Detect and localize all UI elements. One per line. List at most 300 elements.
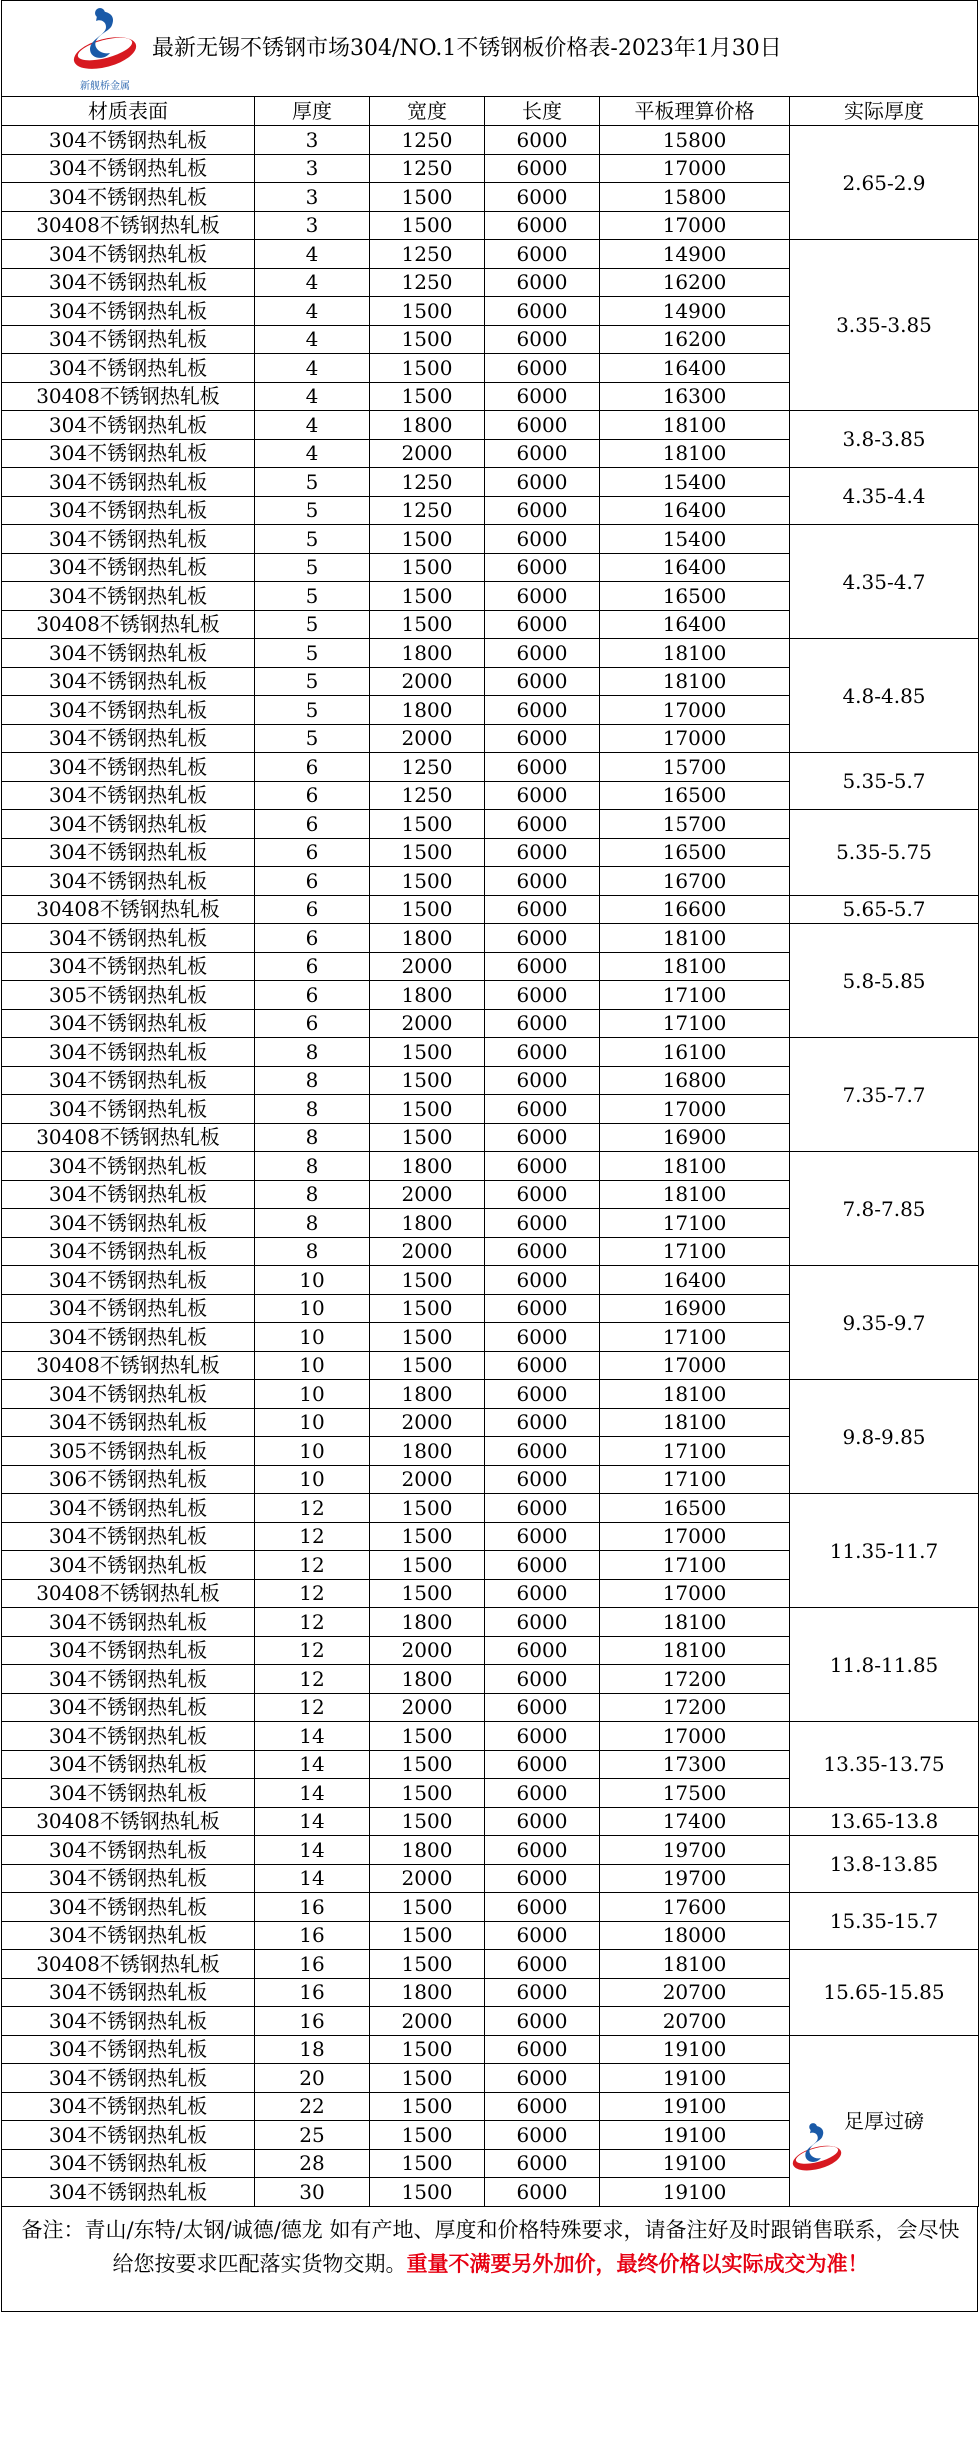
- cell-material: 304不锈钢热轧板: [2, 867, 255, 896]
- header: [1, 0, 978, 96]
- cell-thickness: 12: [255, 1579, 370, 1608]
- cell-thickness: 12: [255, 1551, 370, 1580]
- cell-width: 1800: [370, 981, 485, 1010]
- cell-length: 6000: [485, 1494, 600, 1523]
- col-header-material: 材质表面: [2, 97, 255, 126]
- cell-length: 6000: [485, 838, 600, 867]
- cell-length: 6000: [485, 1779, 600, 1808]
- cell-material: 304不锈钢热轧板: [2, 525, 255, 554]
- cell-thickness: 8: [255, 1038, 370, 1067]
- cell-price: 19100: [600, 2064, 790, 2093]
- cell-width: 1500: [370, 1579, 485, 1608]
- cell-price: 16500: [600, 781, 790, 810]
- col-header-actual-thickness: 实际厚度: [790, 97, 979, 126]
- cell-material: 304不锈钢热轧板: [2, 2178, 255, 2207]
- cell-actual-thickness: 11.8-11.85: [790, 1608, 979, 1722]
- cell-width: 1250: [370, 268, 485, 297]
- cell-thickness: 5: [255, 496, 370, 525]
- cell-width: 2000: [370, 1009, 485, 1038]
- cell-material: 304不锈钢热轧板: [2, 1836, 255, 1865]
- table-row: [2, 924, 979, 953]
- cell-thickness: 5: [255, 468, 370, 497]
- cell-width: 1500: [370, 1123, 485, 1152]
- cell-price: 15700: [600, 810, 790, 839]
- cell-length: 6000: [485, 1009, 600, 1038]
- cell-material: 304不锈钢热轧板: [2, 781, 255, 810]
- cell-width: 1500: [370, 582, 485, 611]
- cell-actual-thickness: 3.35-3.85: [790, 240, 979, 411]
- cell-price: 19100: [600, 2178, 790, 2207]
- cell-material: 304不锈钢热轧板: [2, 496, 255, 525]
- cell-thickness: 10: [255, 1351, 370, 1380]
- cell-thickness: 8: [255, 1152, 370, 1181]
- cell-length: 6000: [485, 810, 600, 839]
- cell-material: 304不锈钢热轧板: [2, 1636, 255, 1665]
- cell-actual-thickness: 5.35-5.75: [790, 810, 979, 896]
- cell-price: 16400: [600, 610, 790, 639]
- cell-price: 17100: [600, 981, 790, 1010]
- cell-price: 18100: [600, 1380, 790, 1409]
- cell-thickness: 12: [255, 1608, 370, 1637]
- cell-length: 6000: [485, 1836, 600, 1865]
- cell-material: 304不锈钢热轧板: [2, 1665, 255, 1694]
- cell-thickness: 14: [255, 1807, 370, 1836]
- table-row: [2, 2035, 979, 2064]
- cell-thickness: 6: [255, 952, 370, 981]
- cell-width: 1800: [370, 924, 485, 953]
- cell-material: 304不锈钢热轧板: [2, 411, 255, 440]
- cell-price: 18100: [600, 667, 790, 696]
- cell-material: 304不锈钢热轧板: [2, 1266, 255, 1295]
- cell-price: 16300: [600, 382, 790, 411]
- cell-width: 1500: [370, 1351, 485, 1380]
- cell-material: 304不锈钢热轧板: [2, 468, 255, 497]
- cell-actual-thickness: 7.8-7.85: [790, 1152, 979, 1266]
- cell-material: 305不锈钢热轧板: [2, 1437, 255, 1466]
- cell-price: 17100: [600, 1209, 790, 1238]
- col-header-length: 长度: [485, 97, 600, 126]
- cell-width: 1500: [370, 610, 485, 639]
- cell-price: 18000: [600, 1921, 790, 1950]
- cell-length: 6000: [485, 1237, 600, 1266]
- cell-length: 6000: [485, 639, 600, 668]
- table-body: [2, 126, 979, 2207]
- cell-price: 17000: [600, 1579, 790, 1608]
- cell-material: 304不锈钢热轧板: [2, 297, 255, 326]
- cell-material: 30408不锈钢热轧板: [2, 1950, 255, 1979]
- cell-length: 6000: [485, 1978, 600, 2007]
- cell-thickness: 10: [255, 1437, 370, 1466]
- cell-width: 1500: [370, 2178, 485, 2207]
- table-row: [2, 895, 979, 924]
- cell-price: 17000: [600, 1722, 790, 1751]
- cell-thickness: 6: [255, 1009, 370, 1038]
- cell-width: 1500: [370, 1294, 485, 1323]
- cell-width: 2000: [370, 1864, 485, 1893]
- cell-width: 2000: [370, 667, 485, 696]
- cell-actual-thickness: 9.35-9.7: [790, 1266, 979, 1380]
- cell-width: 2000: [370, 2007, 485, 2036]
- cell-thickness: 14: [255, 1750, 370, 1779]
- cell-material: 304不锈钢热轧板: [2, 1608, 255, 1637]
- cell-price: 18100: [600, 1950, 790, 1979]
- cell-price: 18100: [600, 924, 790, 953]
- cell-width: 1500: [370, 2064, 485, 2093]
- cell-width: 1800: [370, 696, 485, 725]
- cell-thickness: 8: [255, 1237, 370, 1266]
- cell-thickness: 6: [255, 753, 370, 782]
- cell-length: 6000: [485, 610, 600, 639]
- cell-price: 18100: [600, 439, 790, 468]
- cell-length: 6000: [485, 867, 600, 896]
- cell-width: 1500: [370, 297, 485, 326]
- cell-width: 1800: [370, 411, 485, 440]
- cell-thickness: 10: [255, 1408, 370, 1437]
- cell-length: 6000: [485, 1551, 600, 1580]
- cell-thickness: 14: [255, 1722, 370, 1751]
- cell-material: 305不锈钢热轧板: [2, 981, 255, 1010]
- cell-thickness: 14: [255, 1836, 370, 1865]
- cell-material: 304不锈钢热轧板: [2, 2007, 255, 2036]
- cell-width: 1500: [370, 1038, 485, 1067]
- table-row: [2, 468, 979, 497]
- cell-material: 304不锈钢热轧板: [2, 1494, 255, 1523]
- cell-material: 304不锈钢热轧板: [2, 1921, 255, 1950]
- cell-thickness: 6: [255, 867, 370, 896]
- cell-width: 1500: [370, 1779, 485, 1808]
- cell-thickness: 5: [255, 667, 370, 696]
- cell-material: 304不锈钢热轧板: [2, 439, 255, 468]
- corner-logo: [790, 2119, 853, 2191]
- cell-width: 1500: [370, 810, 485, 839]
- cell-price: 17000: [600, 1095, 790, 1124]
- cell-price: 16400: [600, 496, 790, 525]
- cell-width: 1500: [370, 1893, 485, 1922]
- cell-width: 1500: [370, 1323, 485, 1352]
- cell-actual-thickness: 4.8-4.85: [790, 639, 979, 753]
- col-header-width: 宽度: [370, 97, 485, 126]
- cell-length: 6000: [485, 126, 600, 155]
- col-header-price: 平板理算价格: [600, 97, 790, 126]
- cell-thickness: 5: [255, 724, 370, 753]
- table-row: [2, 753, 979, 782]
- cell-price: 16400: [600, 553, 790, 582]
- cell-price: 17000: [600, 1522, 790, 1551]
- cell-length: 6000: [485, 211, 600, 240]
- cell-width: 2000: [370, 724, 485, 753]
- cell-length: 6000: [485, 2092, 600, 2121]
- cell-price: 15800: [600, 126, 790, 155]
- price-sheet: [1, 0, 978, 2312]
- cell-material: 304不锈钢热轧板: [2, 753, 255, 782]
- cell-material: 304不锈钢热轧板: [2, 183, 255, 212]
- cell-width: 1500: [370, 1722, 485, 1751]
- notes-highlight: 重量不满要另外加价，最终价格以实际成交为准！: [406, 2250, 869, 2276]
- cell-length: 6000: [485, 468, 600, 497]
- cell-thickness: 8: [255, 1095, 370, 1124]
- cell-material: 304不锈钢热轧板: [2, 1209, 255, 1238]
- cell-width: 1500: [370, 1066, 485, 1095]
- cell-material: 304不锈钢热轧板: [2, 1522, 255, 1551]
- cell-thickness: 30: [255, 2178, 370, 2207]
- cell-length: 6000: [485, 724, 600, 753]
- cell-length: 6000: [485, 2149, 600, 2178]
- cell-price: 17600: [600, 1893, 790, 1922]
- cell-material: 304不锈钢热轧板: [2, 952, 255, 981]
- cell-price: 18100: [600, 1608, 790, 1637]
- cell-thickness: 16: [255, 2007, 370, 2036]
- table-header-row: [2, 97, 979, 126]
- cell-material: 304不锈钢热轧板: [2, 1978, 255, 2007]
- cell-length: 6000: [485, 981, 600, 1010]
- cell-width: 1500: [370, 838, 485, 867]
- cell-material: 30408不锈钢热轧板: [2, 610, 255, 639]
- notes-text: 备注：青山/东特/太钢/诚德/德龙 如有产地、厚度和价格特殊要求，请备注好及时跟销售联系，会尽快给您按要求匹配落实货物交期。: [21, 2217, 960, 2276]
- cell-actual-thickness: 13.35-13.75: [790, 1722, 979, 1808]
- cell-length: 6000: [485, 1123, 600, 1152]
- cell-actual-thickness: 4.35-4.4: [790, 468, 979, 525]
- cell-length: 6000: [485, 1579, 600, 1608]
- cell-material: 304不锈钢热轧板: [2, 667, 255, 696]
- cell-price: 15800: [600, 183, 790, 212]
- cell-length: 6000: [485, 1893, 600, 1922]
- cell-price: 20700: [600, 2007, 790, 2036]
- cell-length: 6000: [485, 325, 600, 354]
- cell-thickness: 16: [255, 1950, 370, 1979]
- cell-material: 304不锈钢热轧板: [2, 2092, 255, 2121]
- cell-thickness: 10: [255, 1380, 370, 1409]
- cell-material: 304不锈钢热轧板: [2, 154, 255, 183]
- cell-length: 6000: [485, 1608, 600, 1637]
- table-row: [2, 1807, 979, 1836]
- cell-length: 6000: [485, 2035, 600, 2064]
- cell-material: 304不锈钢热轧板: [2, 325, 255, 354]
- page-title: 最新无锡不锈钢市场304/NO.1不锈钢板价格表-2023年1月30日: [152, 36, 782, 61]
- cell-width: 1500: [370, 2149, 485, 2178]
- cell-material: 304不锈钢热轧板: [2, 810, 255, 839]
- cell-length: 6000: [485, 1636, 600, 1665]
- cell-price: 17200: [600, 1665, 790, 1694]
- table-row: [2, 1722, 979, 1751]
- cell-width: 1800: [370, 1152, 485, 1181]
- cell-thickness: 3: [255, 183, 370, 212]
- cell-thickness: 12: [255, 1665, 370, 1694]
- cell-price: 14900: [600, 297, 790, 326]
- cell-width: 1800: [370, 1209, 485, 1238]
- cell-material: 304不锈钢热轧板: [2, 838, 255, 867]
- cell-price: 19100: [600, 2035, 790, 2064]
- cell-thickness: 16: [255, 1893, 370, 1922]
- cell-price: 16400: [600, 354, 790, 383]
- cell-material: 304不锈钢热轧板: [2, 1380, 255, 1409]
- cell-width: 1500: [370, 1095, 485, 1124]
- cell-thickness: 4: [255, 268, 370, 297]
- cell-price: 16900: [600, 1294, 790, 1323]
- cell-thickness: 12: [255, 1693, 370, 1722]
- cell-price: 16500: [600, 838, 790, 867]
- cell-price: 17000: [600, 211, 790, 240]
- cell-width: 1500: [370, 1494, 485, 1523]
- cell-price: 15400: [600, 468, 790, 497]
- cell-actual-thickness: 5.65-5.7: [790, 895, 979, 924]
- cell-length: 6000: [485, 496, 600, 525]
- cell-material: 304不锈钢热轧板: [2, 724, 255, 753]
- cell-price: 18100: [600, 1152, 790, 1181]
- cell-thickness: 5: [255, 525, 370, 554]
- cell-width: 1250: [370, 781, 485, 810]
- cell-width: 1500: [370, 1551, 485, 1580]
- cell-thickness: 12: [255, 1636, 370, 1665]
- cell-material: 30408不锈钢热轧板: [2, 211, 255, 240]
- cell-thickness: 4: [255, 297, 370, 326]
- cell-price: 16700: [600, 867, 790, 896]
- table-row: [2, 126, 979, 155]
- cell-length: 6000: [485, 1266, 600, 1295]
- cell-price: 16200: [600, 325, 790, 354]
- col-header-thickness: 厚度: [255, 97, 370, 126]
- cell-width: 1250: [370, 468, 485, 497]
- cell-width: 1800: [370, 1665, 485, 1694]
- cell-width: 1500: [370, 183, 485, 212]
- cell-thickness: 4: [255, 325, 370, 354]
- cell-material: 304不锈钢热轧板: [2, 1722, 255, 1751]
- cell-thickness: 4: [255, 439, 370, 468]
- cell-price: 17300: [600, 1750, 790, 1779]
- cell-width: 1500: [370, 553, 485, 582]
- cell-price: 15400: [600, 525, 790, 554]
- cell-length: 6000: [485, 582, 600, 611]
- cell-material: 304不锈钢热轧板: [2, 1294, 255, 1323]
- cell-material: 304不锈钢热轧板: [2, 1408, 255, 1437]
- cell-thickness: 10: [255, 1465, 370, 1494]
- cell-material: 30408不锈钢热轧板: [2, 1579, 255, 1608]
- cell-actual-thickness: 3.8-3.85: [790, 411, 979, 468]
- cell-length: 6000: [485, 553, 600, 582]
- cell-width: 1250: [370, 240, 485, 269]
- cell-thickness: 4: [255, 240, 370, 269]
- cell-length: 6000: [485, 1950, 600, 1979]
- cell-actual-thickness: 足厚过磅: [790, 2035, 979, 2206]
- cell-length: 6000: [485, 2007, 600, 2036]
- cell-width: 1500: [370, 382, 485, 411]
- cell-length: 6000: [485, 1807, 600, 1836]
- cell-thickness: 28: [255, 2149, 370, 2178]
- cell-material: 304不锈钢热轧板: [2, 696, 255, 725]
- cell-length: 6000: [485, 696, 600, 725]
- cell-material: 304不锈钢热轧板: [2, 126, 255, 155]
- cell-price: 17100: [600, 1437, 790, 1466]
- cell-price: 16200: [600, 268, 790, 297]
- cell-material: 304不锈钢热轧板: [2, 268, 255, 297]
- cell-price: 20700: [600, 1978, 790, 2007]
- cell-material: 30408不锈钢热轧板: [2, 382, 255, 411]
- cell-price: 16500: [600, 1494, 790, 1523]
- cell-price: 17100: [600, 1009, 790, 1038]
- cell-price: 16600: [600, 895, 790, 924]
- cell-actual-thickness: 5.35-5.7: [790, 753, 979, 810]
- cell-material: 304不锈钢热轧板: [2, 2064, 255, 2093]
- cell-thickness: 8: [255, 1209, 370, 1238]
- cell-length: 6000: [485, 1864, 600, 1893]
- cell-width: 1500: [370, 2121, 485, 2150]
- cell-width: 1500: [370, 895, 485, 924]
- cell-thickness: 25: [255, 2121, 370, 2150]
- cell-width: 1250: [370, 154, 485, 183]
- cell-width: 1250: [370, 496, 485, 525]
- cell-length: 6000: [485, 1152, 600, 1181]
- cell-material: 30408不锈钢热轧板: [2, 1807, 255, 1836]
- cell-width: 2000: [370, 1237, 485, 1266]
- cell-material: 30408不锈钢热轧板: [2, 1123, 255, 1152]
- table-row: [2, 525, 979, 554]
- cell-price: 17200: [600, 1693, 790, 1722]
- cell-width: 1500: [370, 325, 485, 354]
- cell-width: 2000: [370, 952, 485, 981]
- cell-thickness: 6: [255, 981, 370, 1010]
- cell-width: 1500: [370, 867, 485, 896]
- cell-length: 6000: [485, 411, 600, 440]
- cell-length: 6000: [485, 1722, 600, 1751]
- cell-thickness: 5: [255, 639, 370, 668]
- cell-thickness: 6: [255, 810, 370, 839]
- cell-width: 1500: [370, 1266, 485, 1295]
- cell-thickness: 14: [255, 1864, 370, 1893]
- cell-price: 16800: [600, 1066, 790, 1095]
- cell-thickness: 20: [255, 2064, 370, 2093]
- table-row: [2, 1893, 979, 1922]
- cell-price: 18100: [600, 1180, 790, 1209]
- cell-material: 306不锈钢热轧板: [2, 1465, 255, 1494]
- cell-price: 14900: [600, 240, 790, 269]
- cell-thickness: 8: [255, 1066, 370, 1095]
- cell-width: 1500: [370, 1950, 485, 1979]
- cell-actual-thickness: 5.8-5.85: [790, 924, 979, 1038]
- cell-price: 16900: [600, 1123, 790, 1152]
- svg-text:新舰桥金属: 新舰桥金属: [80, 81, 130, 92]
- cell-width: 1500: [370, 2092, 485, 2121]
- cell-thickness: 6: [255, 895, 370, 924]
- cell-actual-thickness: 15.65-15.85: [790, 1950, 979, 2036]
- table-row: [2, 1494, 979, 1523]
- cell-material: 304不锈钢热轧板: [2, 1180, 255, 1209]
- cell-width: 1500: [370, 1807, 485, 1836]
- cell-actual-thickness: 13.8-13.85: [790, 1836, 979, 1893]
- cell-actual-thickness: 4.35-4.7: [790, 525, 979, 639]
- cell-length: 6000: [485, 895, 600, 924]
- table-row: [2, 1380, 979, 1409]
- cell-length: 6000: [485, 1038, 600, 1067]
- cell-length: 6000: [485, 1209, 600, 1238]
- cell-material: 304不锈钢热轧板: [2, 1693, 255, 1722]
- cell-width: 1500: [370, 2035, 485, 2064]
- cell-price: 19100: [600, 2149, 790, 2178]
- cell-price: 18100: [600, 639, 790, 668]
- cell-thickness: 6: [255, 781, 370, 810]
- cell-material: 304不锈钢热轧板: [2, 1009, 255, 1038]
- cell-material: 304不锈钢热轧板: [2, 1038, 255, 1067]
- cell-material: 30408不锈钢热轧板: [2, 895, 255, 924]
- cell-length: 6000: [485, 1750, 600, 1779]
- cell-price: 17100: [600, 1323, 790, 1352]
- cell-material: 304不锈钢热轧板: [2, 1095, 255, 1124]
- cell-length: 6000: [485, 1180, 600, 1209]
- cell-thickness: 4: [255, 411, 370, 440]
- cell-width: 2000: [370, 439, 485, 468]
- cell-width: 1500: [370, 1750, 485, 1779]
- cell-thickness: 14: [255, 1779, 370, 1808]
- cell-width: 1500: [370, 525, 485, 554]
- cell-material: 304不锈钢热轧板: [2, 2035, 255, 2064]
